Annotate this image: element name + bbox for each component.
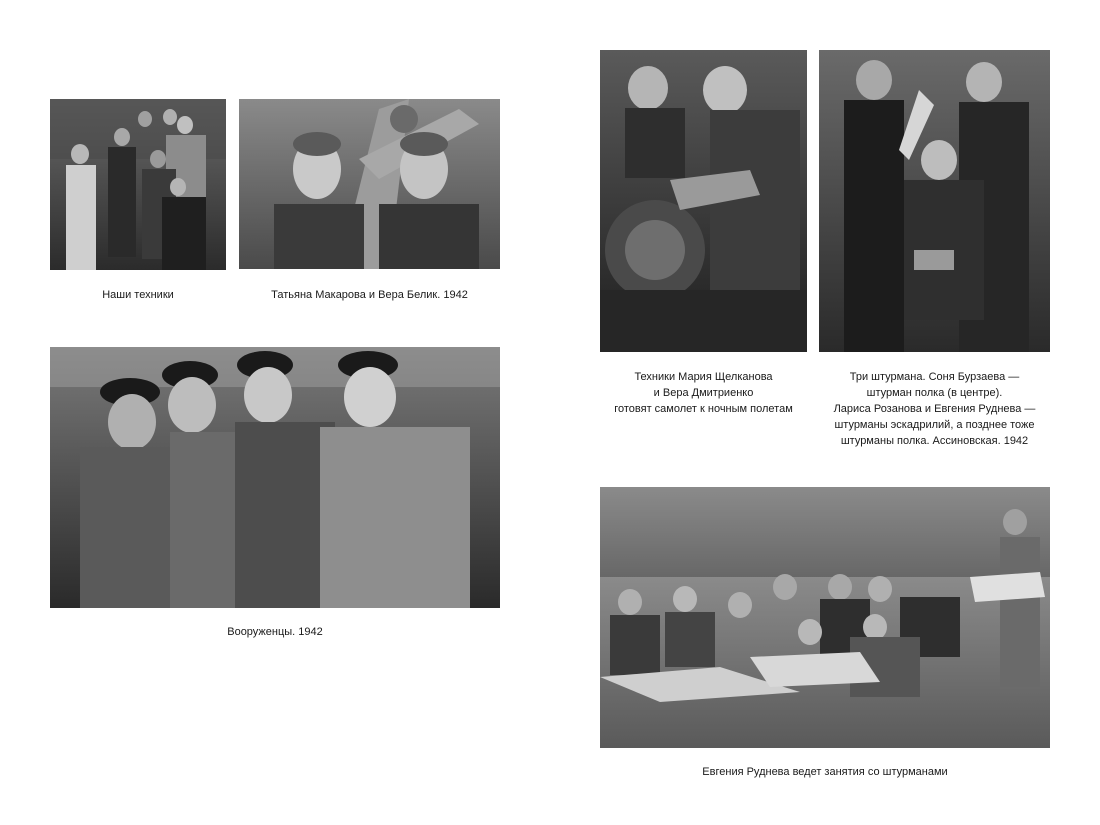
photo-armorers: [50, 347, 500, 608]
caption-line: Татьяна Макарова и Вера Белик. 1942: [271, 289, 468, 301]
photo-rudneva-class-image: [600, 487, 1050, 748]
caption-line: Вооруженцы. 1942: [227, 626, 323, 638]
caption-shchelkanova-dmitrienko: [600, 369, 807, 417]
caption-line: штурманы эскадрилий, а позднее тоже: [834, 419, 1035, 431]
caption-line: Евгения Руднева ведет занятия со штурманами: [702, 766, 948, 778]
caption-line: Три штурмана. Соня Бурзаева —: [849, 371, 1020, 383]
caption-line: штурман полка (в центре).: [866, 387, 1003, 399]
photo-our-technicians-image: [50, 99, 226, 270]
photo-our-technicians: [50, 99, 226, 270]
photo-makarova-belik-image: [239, 99, 500, 269]
caption-rudneva-class: [600, 764, 1050, 780]
caption-line: Техники Мария Щелканова: [634, 371, 773, 383]
caption-line: Лариса Розанова и Евгения Руднева —: [833, 403, 1036, 415]
caption-three-navigators: [812, 369, 1057, 449]
photo-three-navigators: [819, 50, 1050, 352]
caption-line: Наши техники: [102, 289, 174, 301]
caption-line: и Вера Дмитриенко: [653, 387, 754, 399]
photo-technicians-engine: [600, 50, 807, 352]
caption-line: штурманы полка. Ассиновская. 1942: [840, 435, 1029, 447]
photo-technicians-engine-image: [600, 50, 807, 352]
caption-armorers: [50, 624, 500, 640]
caption-makarova-belik: [239, 287, 500, 303]
caption-line: готовят самолет к ночным полетам: [614, 403, 793, 415]
photo-armorers-image: [50, 347, 500, 608]
photo-makarova-belik: [239, 99, 500, 269]
photo-three-navigators-image: [819, 50, 1050, 352]
photo-rudneva-class: [600, 487, 1050, 748]
caption-our-technicians: [50, 287, 226, 303]
